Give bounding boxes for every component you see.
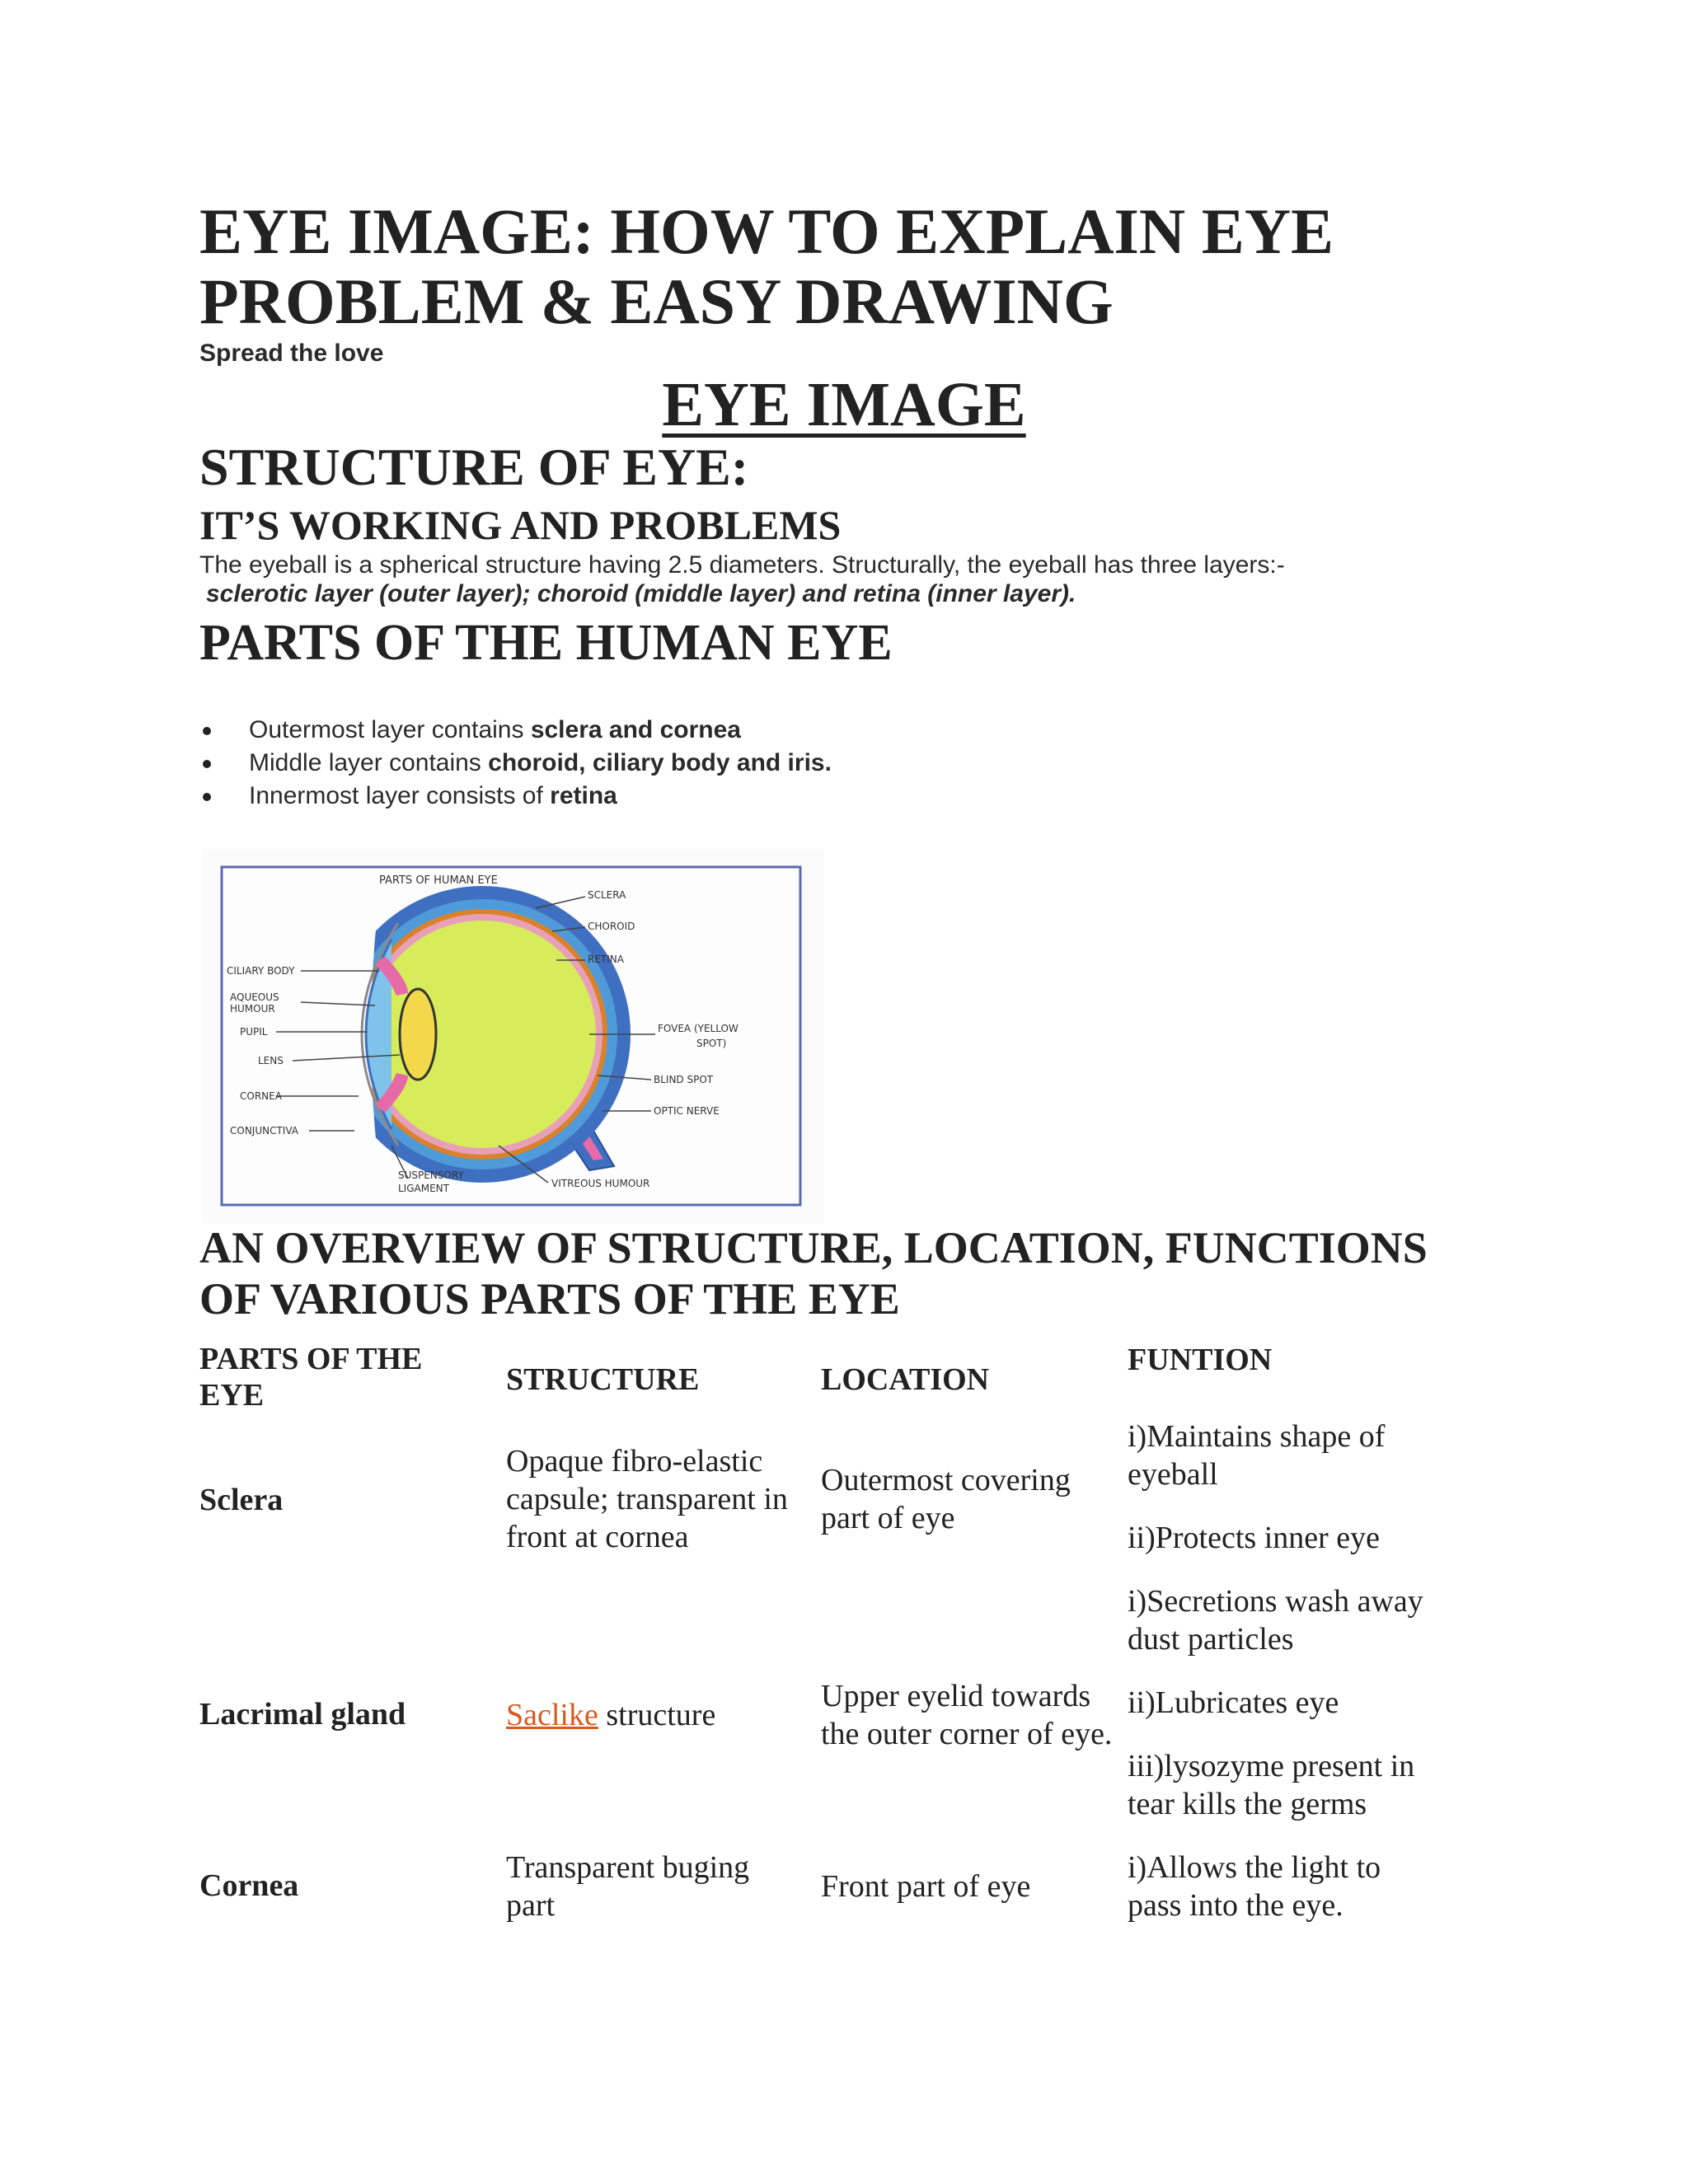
row-lacrimal-structure	[506, 1696, 715, 1734]
list-item	[199, 747, 832, 780]
row-lacrimal-function-3	[1128, 1747, 1414, 1823]
label-vitreous: VITREOUS HUMOUR	[551, 1178, 650, 1189]
row-lacrimal-part: Lacrimal gland	[199, 1697, 406, 1732]
overview-line-1: AN OVERVIEW OF STRUCTURE, LOCATION, FUNCTIONS	[199, 1223, 1428, 1272]
table-header-part	[199, 1341, 422, 1413]
bullet-icon	[203, 727, 211, 735]
row-lacrimal-function-1	[1128, 1582, 1423, 1658]
row-cornea-function-1	[1128, 1849, 1381, 1924]
bullet-text: Innermost layer consists of	[249, 782, 551, 809]
text-line: structure	[598, 1698, 716, 1732]
text-line: capsule; transparent in	[506, 1482, 788, 1516]
list-item	[199, 780, 832, 813]
bullet-text: Middle layer contains	[249, 749, 489, 776]
lens-shape	[400, 989, 436, 1080]
eye-image-heading: EYE IMAGE	[662, 370, 1026, 439]
title-line-1: EYE IMAGE: HOW TO EXPLAIN EYE	[199, 195, 1334, 267]
row-sclera-function-1	[1128, 1418, 1385, 1493]
header-part-line-1: PARTS OF THE	[199, 1342, 423, 1376]
eye-diagram	[202, 849, 824, 1224]
text-line: the outer corner of eye.	[821, 1717, 1113, 1751]
working-heading: IT’S WORKING AND PROBLEMS	[199, 502, 842, 548]
row-sclera-location	[821, 1461, 1071, 1537]
row-cornea-part: Cornea	[199, 1868, 299, 1903]
bullet-icon	[203, 793, 211, 801]
row-sclera-part: Sclera	[199, 1483, 284, 1517]
header-part-line-2: EYE	[199, 1378, 265, 1413]
row-cornea-structure	[506, 1849, 749, 1924]
text-line: i)Allows the light to	[1128, 1850, 1381, 1885]
text-line: i)Maintains shape of	[1128, 1419, 1386, 1454]
label-lens: LENS	[258, 1055, 284, 1066]
layer-bullet-list	[199, 714, 832, 813]
label-sclera: SCLERA	[588, 889, 626, 901]
text-line: dust particles	[1128, 1622, 1294, 1657]
text-line: iii)lysozyme present in	[1128, 1749, 1415, 1783]
text-line: i)Secretions wash away	[1128, 1584, 1423, 1619]
eye-diagram-svg	[202, 849, 824, 1224]
text-line: tear kills the germs	[1128, 1787, 1367, 1821]
row-sclera-structure	[506, 1442, 788, 1556]
label-humour: HUMOUR	[230, 1003, 275, 1015]
label-ciliary: CILIARY BODY	[227, 965, 295, 977]
text-line: front at cornea	[506, 1520, 689, 1554]
bullet-icon	[203, 760, 211, 768]
table-header-location: LOCATION	[821, 1362, 990, 1397]
text-line: Outermost covering	[821, 1463, 1071, 1497]
row-sclera-function-2: ii)Protects inner eye	[1128, 1521, 1381, 1555]
text-line: pass into the eye.	[1128, 1888, 1343, 1923]
article-title	[199, 196, 1601, 336]
text-line: part of eye	[821, 1501, 955, 1535]
intro-layers: sclerotic layer (outer layer); choroid (middle layer) and retina (inner layer).	[206, 580, 1076, 607]
bullet-bold: choroid, ciliary body and iris.	[488, 749, 832, 776]
row-lacrimal-location	[821, 1677, 1112, 1753]
text-line: eyeball	[1128, 1457, 1218, 1492]
label-conjunctiva: CONJUNCTIVA	[230, 1125, 298, 1137]
diagram-title: PARTS OF HUMAN EYE	[379, 874, 498, 887]
saclike-link[interactable]: Saclike	[506, 1698, 598, 1732]
structure-heading: STRUCTURE OF EYE:	[199, 438, 749, 496]
text-line: Opaque fibro-elastic	[506, 1444, 763, 1479]
table-header-structure: STRUCTURE	[506, 1362, 700, 1397]
label-aqueous: AQUEOUS	[230, 991, 279, 1003]
spread-the-love: Spread the love	[199, 340, 384, 367]
label-ligament: LIGAMENT	[398, 1183, 449, 1194]
text-line: part	[506, 1888, 556, 1923]
row-cornea-location: Front part of eye	[821, 1869, 1031, 1904]
label-fovea-2: SPOT)	[696, 1038, 727, 1049]
text-line: Transparent buging	[506, 1850, 750, 1885]
text-line: Upper eyelid towards	[821, 1679, 1091, 1713]
bullet-bold: sclera and cornea	[530, 716, 741, 743]
overview-heading	[199, 1222, 1601, 1324]
label-pupil: PUPIL	[240, 1026, 268, 1038]
table-header-function: FUNTION	[1128, 1343, 1273, 1377]
label-optic-nerve: OPTIC NERVE	[654, 1105, 720, 1117]
list-item	[199, 714, 832, 747]
parts-heading: PARTS OF THE HUMAN EYE	[199, 615, 893, 671]
bullet-bold: retina	[550, 782, 617, 809]
bullet-text: Outermost layer contains	[249, 716, 531, 743]
label-cornea: CORNEA	[240, 1090, 282, 1102]
label-retina: RETINA	[588, 954, 624, 965]
label-choroid: CHOROID	[588, 921, 635, 932]
label-fovea: FOVEA (YELLOW	[658, 1023, 738, 1034]
label-suspensory: SUSPENSORY	[398, 1169, 464, 1181]
row-lacrimal-function-2: ii)Lubricates eye	[1128, 1685, 1339, 1720]
title-line-2: PROBLEM & EASY DRAWING	[199, 265, 1114, 337]
overview-line-2: OF VARIOUS PARTS OF THE EYE	[199, 1274, 900, 1324]
label-blind-spot: BLIND SPOT	[654, 1074, 714, 1085]
intro-paragraph: The eyeball is a spherical structure having 2.5 diameters. Structurally, the eyeball has three layers:-	[199, 551, 1285, 579]
